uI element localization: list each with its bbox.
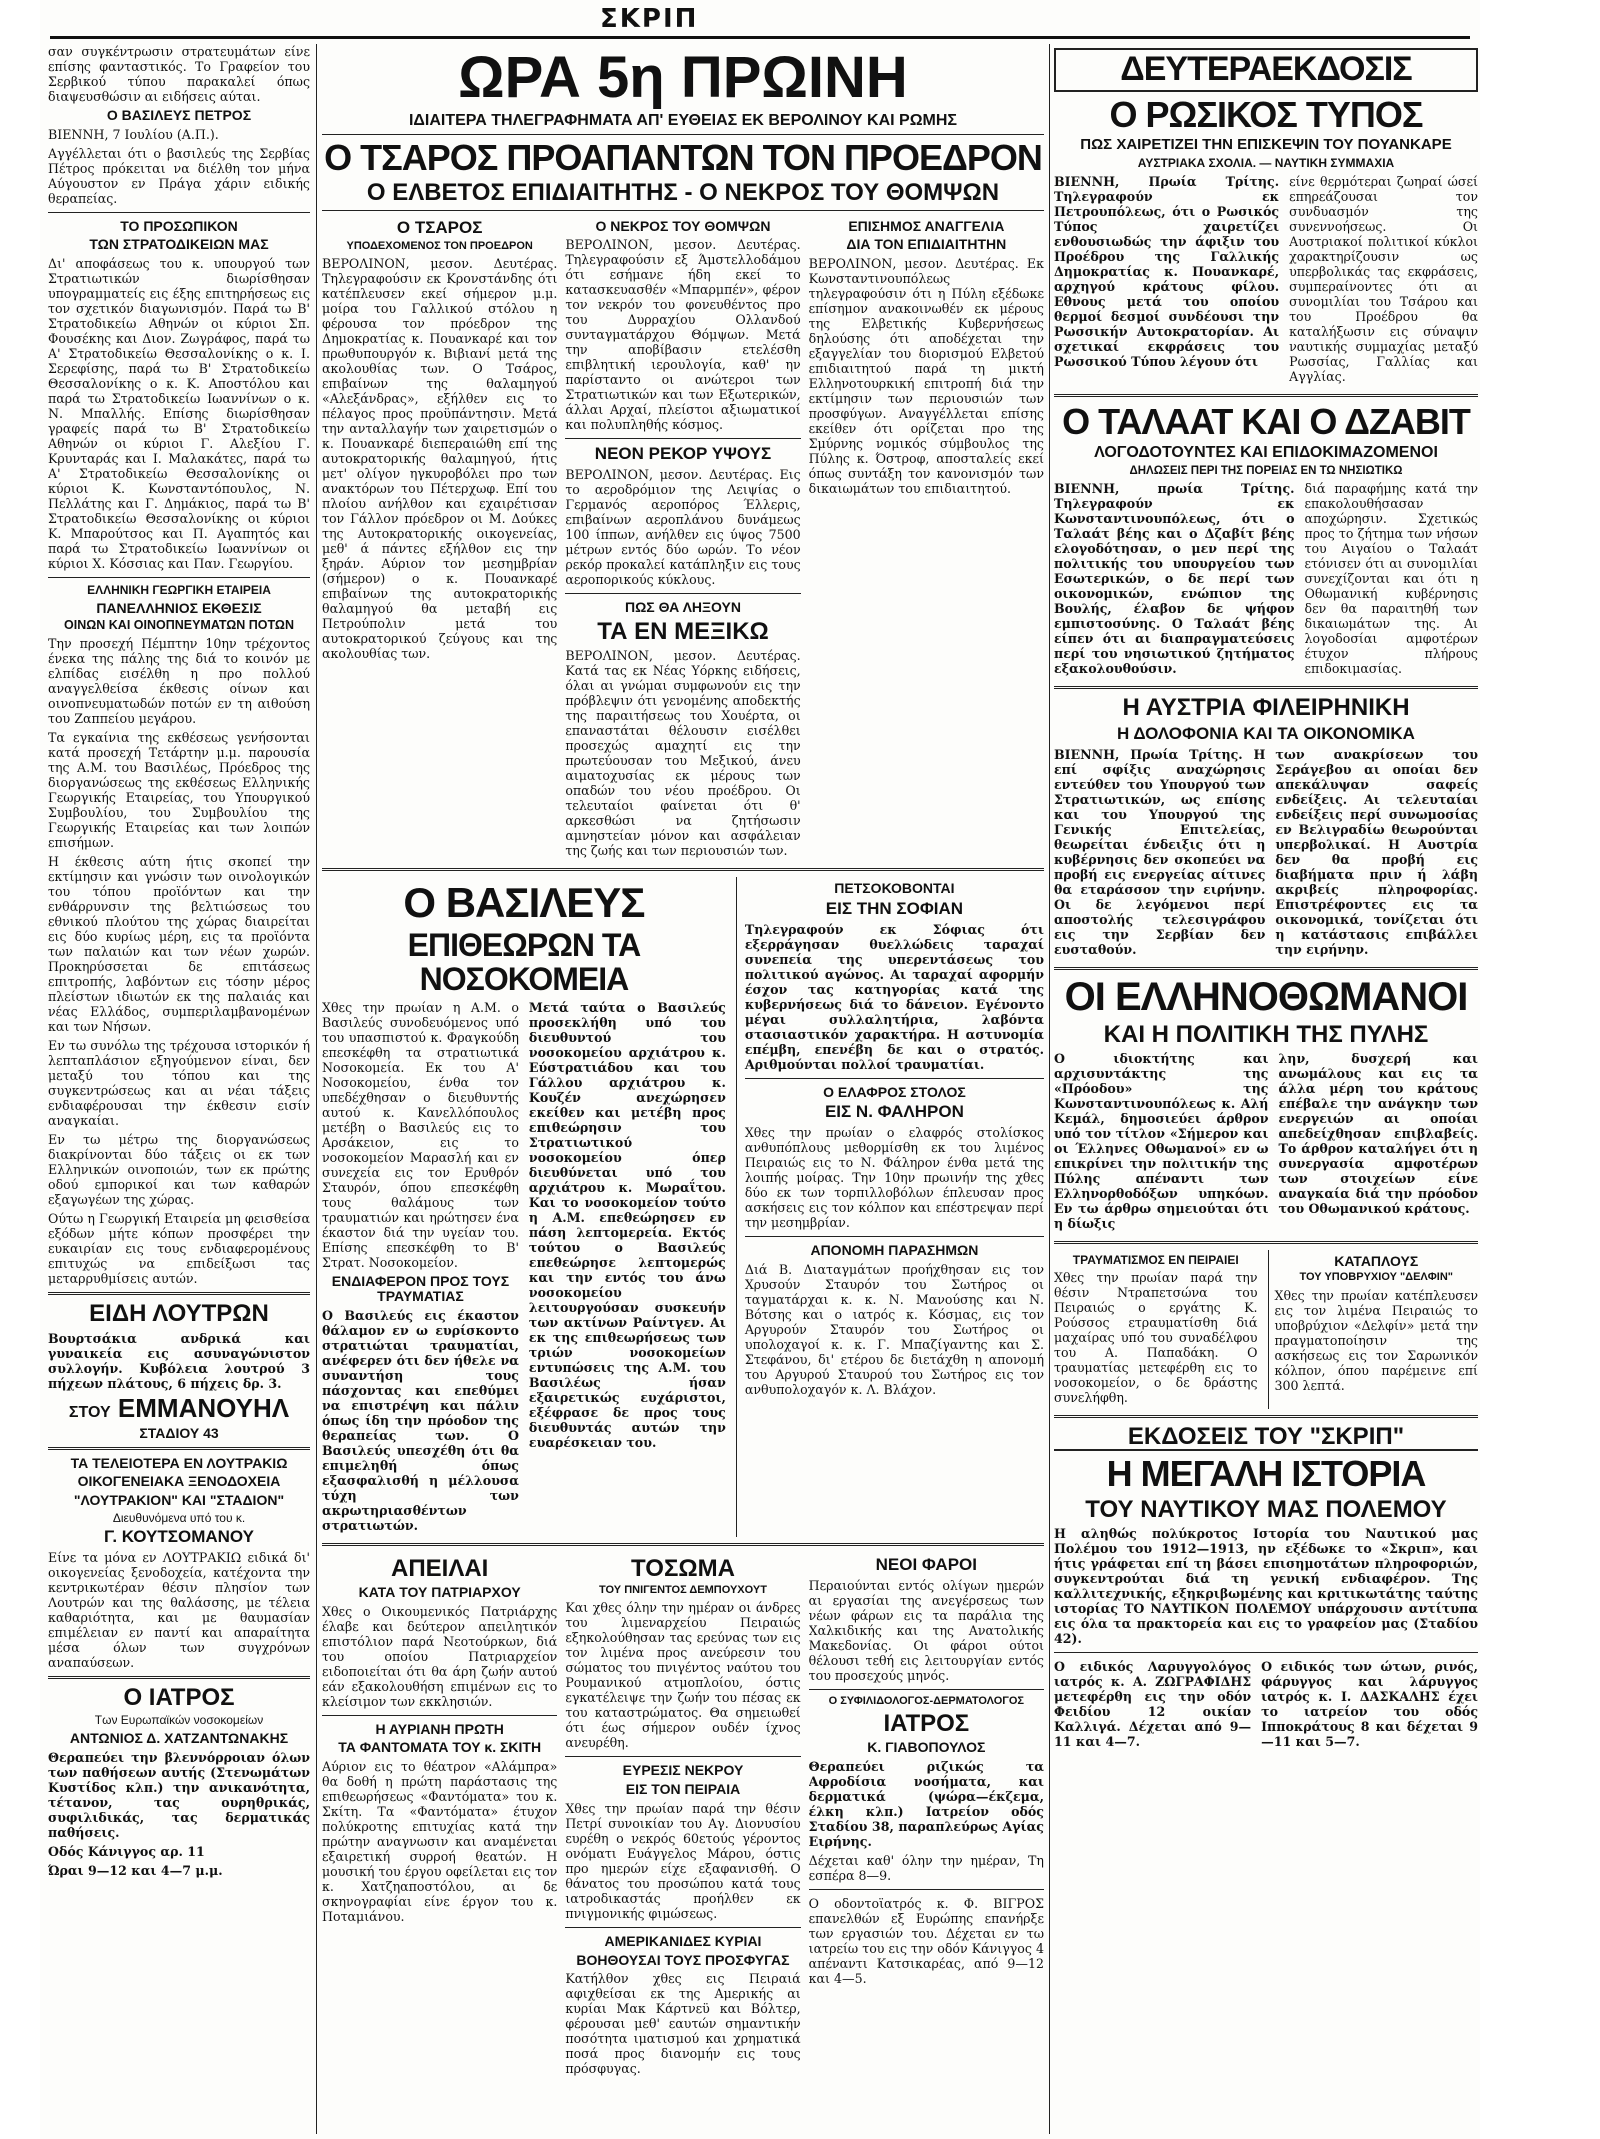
divider [809,1689,1044,1690]
subhead: ΤΡΑΥΜΑΤΙΣΜΟΣ ΕΝ ΠΕΙΡΑΙΕΙ [1072,1252,1239,1267]
story-arbitrator [809,215,1044,862]
divider [565,1927,800,1928]
subhead: ΛΟΓΟΔΟΤΟΥΝΤΕΣ ΚΑΙ ΕΠΙΔΟΚΙΜΑΖΟΜΕΝΟΙ [1094,443,1438,461]
headline-swiss: Ο ΕΛΒΕΤΟΣ ΕΠΙΔΙΑΙΤΗΤΗΣ - Ο ΝΕΚΡΟΣ ΤΟΥ ΘΟΜΨΩΝ [322,180,1044,210]
ad-venereal-text: Θεραπεύει ριζικώς τα Αφροδίσια νοσήματα, και δερματικά (ψώρα—έκζεμα, έλκη κλπ.) Ιατρείον οδός Σταδίου 38, παραπλεύρως Αγίας Ειρήνης. [808,1759,1044,1849]
story-threats [322,1552,557,2080]
subhead-2: ΤΑ ΕΝ ΜΕΞΙΚΩ [597,617,769,645]
subhead: ΕΝΔΙΑΦΕΡΟΝ ΠΡΟΣ ΤΟΥΣ ΤΡΑΥΜΑΤΙΑΣ [331,1273,510,1305]
subhead: ΕΠΙΣΗΜΟΣ ΑΝΑΓΓΕΛΙΑ [848,217,1005,234]
article-text: Τηλεγραφούν εκ Σόφιας ότι εξερράγησαν θυελλώδεις ταραχαί συνεπεία της υπερεντάσεως του πολιτικού αγώνος. Αι ταραχαί αφορμήν έσχον τας κατηγορίας κατά της κυβερνήσεως διά το δάνειον. Εγένοντο μέγαι συλλαλητήρια, λαβόντα στασιαστικόν χαρακτήρα. Η αστυνομία επέμβη, επενέβη δε και ο στρατός. Αριθμούνται πολλοί τραυματίαι. [744,921,1044,1072]
article-text: Εν τω μέτρω της διοργανώσεως διακρίνονται δύο τάξεις οι εκ των Ελληνικών οινοποιών, των εκ πρώτης οδού εμπορικοί και των καθαρών εξαγωγέων της χώρας. [48,1132,310,1208]
ad-doctor-hours: Ώραι 9—12 και 4—7 μ.μ. [48,1862,223,1878]
divider [745,1078,1044,1079]
divider [1054,394,1478,397]
divider [322,1715,557,1716]
divider [322,1543,1044,1546]
article-text: ΒΙΕΝΝΗ, πρωία Τρίτης. Τηλεγραφούν εκ Κωνσταντινουπόλεως, ότι ο Ταλαάτ βέης και ο Δζαβίτ βέης ελογοδότησαν, ο μεν περί της πολιτικής του υπουργείου των Εσωτερικών, ο δε περί των οικονομικών, ενώπιον της Βουλής, έλαβον δε ψήφον εμπιστοσύνης. Ο Ταλαάτ βέης είπεν ότι αι διαπραγματεύσεις περί του νησιωτικού ζητήματος εξακολουθούσιν. [1054,481,1295,677]
column-center [322,44,1044,2134]
article-text: Χθες την πρωίαν παρά την θέσιν Πετρί συνοικίαν του Αγ. Διονυσίου ευρέθη ο νεκρός 60ετούς γέροντος ονόματι Ευάγγελος Μάρου, όστις προ ημερών είχε εξαφανισθή. Ο θάνατος του προσώπου κατά τους ιατροδικαστάς προήλθεν εκ πνιγμονικής φιμώσεως. [565,1800,801,1921]
article-text: Ούτω η Γεωργική Εταιρεία μη φεισθείσα εξόδων μήτε κόπων προσφέρει την ευκαιρίαν εις τους ενδιαφερομένους επιτυχώς να επιδείξωσι τας μεταρρυθμίσεις αυτών. [48,1211,310,1287]
ad-loutraki-text: Είνε τα μόνα εν ΛΟΥΤΡΑΚΙΩ ειδικά δι' οικογενείας ξενοδοχεία, κατέχοντα την κεντρικωτέραν θέσιν πλησίον των Λουτρών και της θαλάσσης, με τέλεια καθαριότητα, και με θαυμασίαν επιμέλειαν εν παντί και απαραίτητα μέσα όλων των συγχρόνων αναπαύσεων. [48,1550,310,1671]
article-text: Εν τω συνόλω της τρέχουσα ιστορικόν ή λεπταπλάσιον εξηγούμενον είναι, δεν μεταξύ του τόπου και της συγκεντρώσεως και αι νέαι τάξεις ενδιαφέρουσαι την έκθεσιν εισίν αναγκαίαι. [48,1038,310,1129]
article-text: Χθες ο Οικουμενικός Πατριάρχης έλαβε και δεύτερον απειλητικόν επιστόλιον παρά Νεοτούρκων, διά του οποίου Πατριαρχείον ειδοποιείται ότι θα άρη ζωήν αυτού εάν εξακολουθήση επιμένων εις το κλείσιμον των εκκλησιών. [322,1603,558,1709]
lower-stories [322,877,1044,1537]
article-text: ΒΙΕΝΝΗ, Πρωία Τρίτης. Τηλεγραφούν εκ Πετρουπόλεως, ότι ο Ρωσικός Τύπος χαιρετίζει ενθουσιωδώς την άφιξιν του Προέδρου της Γαλλικής Δημοκρατίας κ. Πουανκαρέ, αρχηγού κράτους φίλου. Εθνους μετά του οποίου θερμοί δεσμοί συνδέουσι την Ρωσσικήν Αυτοκρατορίαν. Αι σχετικαί εκφράσεις του Ρωσσικού Τύπου λέγουν ότι [1054,173,1280,369]
subhead: ΑΠΟΝΟΜΗ ΠΑΡΑΣΗΜΩΝ [810,1242,979,1259]
subhead-2: ΕΙΣ Ν. ΦΑΛΗΡΟΝ [824,1102,964,1122]
article-text: Κατήλθον χθες εις Πειραιά αφιχθείσαι εκ της Αμερικής αι κυρίαι Μακ Κάρτνεϋ και Βόλτερ, φέρουσαι μεθ' εαυτών σημαντικήν ποσότητα ιματισμού και χρηματικά ποσά προς διανομήν εις τους πρόσφυγας. [565,1971,801,2077]
headline-history-2: ΤΟΥ ΝΑΥΤΙΚΟΥ ΜΑΣ ΠΟΛΕΜΟΥ [1085,1496,1447,1524]
divider [565,438,800,439]
article-text: Ο ιδιοκτήτης και αρχισυντάκτης της «Πρόοδου» της Κωνσταντινουπόλεως κ. Αλή Κεμάλ, δημοσιεύει άρθρον υπό τον τίτλον «Σήμερον και οι Έλληνες Οθωμανοί» εν ω επικρίνει την πολιτικήν της Πύλης απέναντι των Ελληνορθοδόξων υπηκόων. Εν τω άρθρω σημειούται ότι η δίωξις [1054,1050,1269,1231]
subhead: ΠΕΤΣΟΚΟΒΟΝΤΑΙ [834,880,955,897]
headline-king: Ο ΒΑΣΙΛΕΥΣ [403,879,645,927]
subhead: ΠΩΣ ΧΑΙΡΕΤΙΖΕΙ ΤΗΝ ΕΠΙΣΚΕΨΙΝ ΤΟΥ ΠΟΥΑΝΚΑΡΕ [1080,136,1452,154]
subhead: ΚΑΤΑ ΤΟΥ ΠΑΤΡΙΑΡΧΟΥ [358,1583,521,1600]
headline-wine: ΠΑΝΕΛΛΗΝΙΟΣ ΕΚΘΕΣΙΣ [96,599,262,616]
ad-doctor-name: ΑΝΤΩΝΙΟΣ Δ. ΧΑΤΖΑΝΤΩΝΑΚΗΣ [69,1729,289,1746]
subhead: ΚΑΤΑΠΛΟΥΣ [1334,1252,1419,1269]
subhead: ΕΥΡΕΣΙΣ ΝΕΚΡΟΥ [622,1762,744,1779]
ad-loutraki-by: Διευθυνόμενα υπό του κ. [112,1510,246,1525]
subhead-2: ΕΙΣ ΤΟΝ ΠΕΙΡΑΙΑ [625,1781,741,1798]
edition-banner: ΔΕΥΤΕΡΑΕΚΔΟΣΙΣ [1054,48,1478,92]
headline-wine-2: ΟΙΝΩΝ ΚΑΙ ΟΙΝΟΠΝΕΥΜΑΤΩΝ ΠΟΤΩΝ [64,618,294,633]
ad-venereal-title: ΙΑΤΡΟΣ [883,1710,970,1738]
story-submarine [1268,1250,1479,1410]
headline-talaat: Ο ΤΑΛΑΑΤ ΚΑΙ Ο ΔΖΑΒΙΤ [1062,400,1470,442]
subhead-2: ΤΟΥ ΥΠΟΒΡΥΧΙΟΥ "ΔΕΛΦΙΝ" [1299,1271,1453,1284]
divider [48,1447,310,1450]
story-king-hospitals [322,877,726,1537]
subhead-2: ΕΙΣ ΤΗΝ ΣΟΦΙΑΝ [825,898,964,918]
subhead: ΠΩΣ ΘΑ ΛΗΞΟΥΝ [624,599,741,616]
headline-tsar: Ο ΤΣΑΡΟΣ ΠΡΟΑΠΑΝΤΩΝ ΤΟΝ ΠΡΟΕΔΡΟΝ [324,136,1042,178]
top-rule [50,36,1470,39]
article-text: Ο Βασιλεύς εις έκαστον θάλαμον εν ω ευρίσκοντο στρατιώται τραυματίαι, ανέφερεν ότι δεν ήθελε να συναντήση τους πάσχοντας και επεθύμει να επιστρέψη και πάλιν όπως ίδη την πρόοδον της θεραπείας των. Ο Βασιλεύς υπεσχέθη ότι θα επιμεληθή όπως εξασφαλισθή η μέλλουσα τύχη των ακρωτηριασθέντων στρατιωτών. [322,1307,519,1533]
article-text: ΒΕΡΟΛΙΝΟΝ, μεσον. Δευτέρας. Εκ Κωνσταντινουπόλεως τηλεγραφούσιν ότι η Πύλη εξέδωκε επίσημον ανακοινωθέν εκ μέρους της Ελβετικής Κυβερνήσεως δηλούσης ότι αποδέχεται την εξαγγελίαν του διορισμού Ελβετού επιδιαιτητού παρά τη μικτή Ελληνοτουρκική επιτροπή διά την εκτίμησιν των περιουσιών των προσφύγων. Αναγγέλλεται επίσης εκείθεν ότι ορίζεται προ της Σμύρνης νομικός σύμβουλος της Πύλης κ. Όστροφ, αποσταλείς εκεί όπως συντάξη τον κανονισμόν των δικαιωμάτων του επιδιαιτητού. [808,256,1044,497]
subhead-2: ΔΗΛΩΣΕΙΣ ΠΕΡΙ ΤΗΣ ΠΟΡΕΙΑΣ ΕΝ ΤΩ ΝΗΣΙΩΤΙΚΩ [1129,465,1403,478]
article-text: ΒΕΡΟΛΙΝΟΝ, μεσον. Δευτέρας. Κατά τας εκ Νέας Υόρκης ειδήσεις, όλαι αι γνώμαι συμφωνούν εις την πρόβλεψιν ότι γενομένης αποδεκτής της παραιτήσεως του Χουέρτα, οι επαναστάται θέλουσιν εισέλθει προσεχώς αμαχητί εις την πρωτεύουσαν του Μεξικού, άνευ αιματοχυσίας εκ μέρους των οπαδών του νέου προέδρου. Οι τελευταίοι φαίνεται ότι θ' αρκεσθώσι να ζητήσωσιν αμνηστείαν μόνον και ασφάλειαν της ζωής και των περιουσιών των. [565,648,801,859]
ad-venereal-name: Κ. ΓΙΑΒΟΠΟΥΛΟΣ [867,1739,986,1756]
divider [48,212,310,213]
article-text: Αγγέλλεται ότι ο βασιλεύς της Σερβίας Πέτρος πρόκειται να διέλθη τον μήνα Αύγουστον εν Πράγα χάριν ειδικής θεραπείας. [48,145,310,206]
divider [1054,686,1478,689]
column-right [1054,44,1478,2134]
article-text: Χθες την πρωίαν παρά την θέσιν Ντραπετσώνα του Πειραιώς ο εργάτης Κ. Ρούσσος ετραυματίσθη διά μαχαίρας υπό του συναδέλφου του Α. Παπαδάκη. Ο τραυματίας μετεφέρθη εις το νοσοκομείον, ο δε δράστης συνελήφθη. [1054,1270,1258,1406]
headline-courts-2: ΤΩΝ ΣΤΡΑΤΟΔΙΚΕΙΩΝ ΜΑΣ [89,236,269,253]
divider [565,593,800,594]
article-text: είνε θερμότεραι ζωηραί ώσεί επηρεάζουσαι τον συνδυασμόν της συνεννοήσεως. Οι Αυστριακοί πολιτικοί κύκλοι χαρακτηρίζουσιν ως υπερβολικάς τας εκφράσεις, συμπεραίνοντες ότι αι συνομιλίαι του Τσάρου και του Προέδρου θα καταλήξωσιν εις σύναψιν ναυτικής συμμαχίας μεταξύ Ρωσσίας, Γαλλίας και Αγγλίας. [1289,173,1478,384]
article-text: Δι' αποφάσεως του κ. υπουργού των Στρατιωτικών διωρίσθησαν υπογραμματείς εις έξης επιτηρήσεως εις τον σχετικόν διαγωνισμόν. Παρά τω Β' Στρατοδικείω Αθηνών οι κύριοι Σπ. Φουσέκης και Διον. Ζωγράφος, παρά τω Α' Στρατοδικείω Θεσσαλονίκης ο κ. Ι. Σερεφίσης, παρά τω Β' Στρατοδικείω Θεσσαλονίκης ο κ. Κ. Αποστόλου και παρά τω Στρατοδικείω Ιωαννίνων ο κ. Ν. Μπαλλής. Επίσης διωρίσθησαν γραφείς παρά τω Β' Στρατοδικείω Αθηνών οι κύριοι Γ. Αλεξίου Γ. Κρυνταράς και Ι. Μαλακάτες, παρά τω Α' Στρατοδικείω Θεσσαλονίκης οι κύριοι Κ. Κωνσταντόπουλος, Ν. Πελλάτης και Γ. Δημάκιος, παρά τω Β' Στρατοδικείω Θεσσαλονίκης οι κύριοι Κ. Μπαρούτσος και Π. Αγαπητός και παρά τω Στρατοδικείω Ιωαννίνων οι κύριοι Χ. Κόσσιας και Παν. Γεωργίου. [48,256,310,572]
subhead-2: ΑΥΣΤΡΙΑΚΑ ΣΧΟΛΙΑ. — ΝΑΥΤΙΚΗ ΣΥΜΜΑΧΙΑ [1137,156,1395,171]
divider [565,1756,800,1757]
ad-venereal-hours: Δέχεται καθ' όλην την ημέραν, Τη εσπέρα 8—9. [808,1853,1044,1883]
newspaper-page [40,0,1480,2139]
subhead-2: ΒΟΗΘΟΥΣΑΙ ΤΟΥΣ ΠΡΟΣΦΥΓΑΣ [576,1951,790,1968]
column-divider [1049,44,1050,2134]
article-text: Μετά ταύτα ο Βασιλεύς προσεκλήθη υπό του διευθυντού του νοσοκομείου αρχιάτρου κ. Εύστρατιάδου και του Γάλλου αρχιάτρου κ. Κουζέν ανεχώρησεν εκείθεν και μετέβη προς επιθεώρησιν του Στρατιωτικού νοσοκομείου όπερ διευθύνεται υπό του αρχιάτρου κ. Μωραΐτου. Και το νοσοκομείον τούτο η Α.Μ. επεθεώρησεν εν πάση λεπτομερεία. Εκτός τούτου ο Βασιλεύς επεθεώρησε λεπτομερώς και την εντός του άνω νοσοκομείου λειτουργούσαν συσκευήν των ακτίνων Ραίντγεν. Αι εκ της επιθεωρήσεως των τριών νοσοκομείων εντυπώσεις της Α.Μ. του Βασιλέως ήσαν εξαιρετικώς ευχάριστοι, εξέφρασε δε προς τους διευθυντάς αυτών την ευαρέσκειαν του. [528,1000,726,1451]
ad-loutraki-title: ΤΑ ΤΕΛΕΙΟΤΕΡΑ ΕΝ ΛΟΥΤΡΑΚΙΩ [70,1454,288,1471]
headline-history: Η ΜΕΓΑΛΗ ΙΣΤΟΡΙΑ [1106,1453,1426,1495]
divider [48,1292,310,1295]
ad-baths-store [48,1392,310,1423]
subhead: ΑΜΕΡΙΚΑΝΙΔΕΣ ΚΥΡΙΑΙ [604,1932,762,1949]
article-text: ΒΕΡΟΛΙΝΟΝ, μεσον. Δευτέρας. Εις το αεροδρόμιον της Λειψίας ο Γερμανός αεροπόρος Έλλερις, επιβαίνων αεροπλάνου δυνάμεως 100 ίππων, ανήλθεν εις ύψος 7500 μέτρων εντός δύο ωρών. Το νέον ρεκόρ προκαλεί κατάπληξιν εις τους αεροπορικούς κύκλους. [565,467,801,588]
column-divider [316,44,317,2134]
dateline: ΒΙΕΝΝΗ, 7 Ιουλίου (Α.Π.). [48,126,219,142]
bottom-stories [322,1552,1044,2080]
ad-baths-store-prefix: ΣΤΟΥ [68,1403,111,1421]
divider [1054,967,1478,970]
ad-doctor-sub: Των Ευρωπαϊκών νοσοκομείων [94,1713,264,1728]
article-text: Η αληθώς πολύκροτος Ιστορία του Ναυτικού μας Πολέμου του 1912—1913, ην εξέδωκε το «Σκριπ», και ήτις γράφεται επί τη βάσει επισημοτάτων πληροφοριών, συγκεντρούται διά τη γενική ενδιαφέρον. Της καλλιτεχνικής, εξηκριβωμένης και κριτικωτάτης ταύτης ιστορίας ΤΟ ΝΑΥΤΙΚΟΝ ΠΟΛΕΜΟΥ υπάρχουσιν αντίτυπα εις όλα τα πρακτορεία και εις το γραφείον μας (Σταδίου 42). [1054,1526,1478,1647]
banner-headline: ΩΡΑ 5η ΠΡΩΙΝΗ [458,45,908,110]
article-text: λην, δυσχερή και ανωμάλους και εις τα άλλα μέρη του κράτους επέβαλε την ανάγκην των ενεργειών αι οποίαι απεδείχθησαν επιβλαβείς. Το άρθρον καταλήγει ότι η συνεργασία αμφοτέρων των στοιχείων είνε αναγκαία διά την πρόοδον του Οθωμανικού κράτους. [1278,1050,1478,1216]
subhead: Ο ΝΕΚΡΟΣ ΤΟΥ ΘΟΜΨΩΝ [595,217,771,234]
subhead: Η ΑΥΡΙΑΝΗ ΠΡΩΤΗ [375,1720,504,1737]
headline-shot: ΤΟΣΩΜΑ [631,1554,735,1582]
ad-doctor-text: Θεραπεύει την βλεννόρροιαν όλων των παθήσεων αυτής (Στενωμάτων Κυστίδος κλπ.) την ανικανότητα, τέτανον, τας ουρηθρικάς, συφιλιδικάς, τας δερματικάς παθήσεις. [48,1749,310,1840]
headline-austria: Η ΑΥΣΤΡΙΑ ΦΙΛΕΙΡΗΝΙΚΗ [1122,694,1410,722]
story-injury [1054,1250,1258,1410]
ad-loutraki-title-2: ΟΙΚΟΓΕΝΕΙΑΚΑ ΞΕΝΟΔΟΧΕΙΑ [77,1473,281,1490]
headline-ottomans-2: ΚΑΙ Η ΠΟΛΙΤΙΚΗ ΤΗΣ ΠΥΛΗΣ [1103,1020,1429,1048]
banner-subheadline: ΙΔΙΑΙΤΕΡΑ ΤΗΛΕΓΡΑΦΗΜΑΤΑ ΑΠ' ΕΥΘΕΙΑΣ ΕΚ ΒΕΡΟΛΙΝΟΥ ΚΑΙ ΡΩΜΗΣ [322,113,1044,135]
headline-russia: Ο ΡΩΣΙΚΟΣ ΤΥΠΟΣ [1109,93,1423,135]
ad-loutraki-title-3: "ΛΟΥΤΡΑΚΙΟΝ" ΚΑΙ "ΣΤΑΔΙΟΝ" [73,1492,285,1509]
article-text: Χθες την πρωίαν ο ελαφρός στολίσκος ανθυπόπλους μεθορμίσθη εκ του λιμένος Πειραιώς εις το Ν. Φάληρον ένθα μετά της λοιπής μοίρας. Την 10ην πρωινήν της χθες δύο εκ των τορπιλλοβόλων έπλευσαν προς ασκήσεις εις τον κόλπον και επέστρεψαν περί την μεσημβρίαν. [744,1125,1044,1231]
article-text: ΒΕΡΟΛΙΝΟΝ, μεσον. Δευτέρας. Τηλεγραφούσιν εκ Κρονστάνδης ότι κατέπλευσεν εκεί σήμερον μ.μ. μοίρα του Γαλλικού στόλου η φέρουσα τον πρόεδρον της Δημοκρατίας κ. Πουανκαρέ και τον πρωθυπουργόν κ. Βιβιανί μετά της ακολουθίας των. Ο Τσάρος, επιβαίνων της θαλαμηγού «Αλεξάνδρας», εξήλθεν εις το πέλαγος προς προϋπάντησιν. Μετά την ανταλλαγήν των χαιρετισμών ο κ. Πουανκαρέ διεπεραιώθη επί της αυτοκρατορικής θαλαμηγού, ήτις μετ' ολίγον ηγκυροβόλει προ των ανακτόρων του Πέτερχωφ. Επί του πλοίου ανήλθον και εχαιρέτισαν τον Γάλλον πρόεδρον οι Μ. Δούκες της Αυτοκρατορικής οικογενείας, μεθ' ά πάντες εξήλθον εις την ξηράν. Αύριον τον μεσημβρίαν (σήμερον) ο κ. Πουανκαρέ επιβαίνων της αυτοκρατορικής θαλαμηγού θα μεταβή εις Πετρούπολιν μετά του αυτοκρατορικού ζεύγους και της ακολουθίας των. [322,256,558,662]
wire-stories [322,215,1044,862]
subhead: ΝΕΟΝ ΡΕΚΟΡ ΥΨΟΥΣ [594,444,772,464]
divider [1054,1241,1478,1244]
article-text: Αύριον εις το θέατρον «Αλάμπρα» θα δοθή η πρώτη παράστασις της επιθεωρήσεως «Φαντόματα» του κ. Σκίτη. Τα «Φαντόματα» έτυχον πολύκροτης επιτυχίας κατά την πρώτην αναγνωσιν και αναμένεται εξαιρετική συρροή θεατών. Η μουσική του έργου οφείλεται εις τον κ. Χατζηαποστόλου, αι δε σκηνογραφίαι είνε έργον του κ. Ποταμιάνου. [322,1758,558,1924]
column-left [48,44,310,2134]
subhead: Ο ΕΛΑΦΡΟΣ ΣΤΟΛΟΣ [823,1083,966,1100]
ad-doctor-title: Ο ΙΑΤΡΟΣ [123,1684,235,1712]
subhead: ΝΕΟΙ ΦΑΡΟΙ [875,1554,977,1574]
divider [809,1889,1044,1890]
article-text: Και χθες όλην την ημέραν οι άνδρες του λιμεναρχείου Πειραιώς εξηκολούθησαν τας ερεύνας των εις τον λιμένα προς ανεύρεσιν του σώματος του πνιγέντος ναύτου του Ρουμανικού ατμοπλοίου, όστις εγκατέλειψε την ζωήν του πέσας εκ του καταστρώματος. Θα σημειωθεί ότι έως σήμερον ουδέν ίχνος ανευρέθη. [565,1600,801,1751]
story-lights [809,1552,1044,2080]
article-intro: σαν συγκέντρωσιν στρατευμάτων είνε επίσης φανταστικός. Το Γραφείον του Σερβικού τύπου παρακαλεί όπως διαψευσθώσιν αι ειδήσεις αύται. [48,44,310,104]
article-text: Χθες την πρωίαν κατέπλευσεν εις τον λιμένα Πειραιώς το υποβρύχιον «Δελφίν» μετά την πραγματοποίησιν της ασκήσεως εις τον Σαρωνικόν κόλπον, όπου παρέμεινε επί 300 λεπτά. [1274,1287,1478,1393]
article-text: Διά Β. Διαταγμάτων προήχθησαν εις τον Χρυσούν Σταυρόν του Σωτήρος οι ταγματάρχαι κ. κ. Ν. Μανούσης και Ν. Βότσης και ο ιατρός κ. Κόσμας, εις τον Αργυρούν Σταυρόν του Σωτήρος οι υπολοχαγοί κ. κ. Γ. Μπαζίγαντης και Σ. Στεφάνου, δι' ετέρου δε διετάχθη η απονομή του Αργυρού Σταυρού του Σωτήρος εις τον ανθυπολοχαγόν κ. Λ. Βλάχον. [744,1261,1044,1397]
divider [1054,1652,1478,1653]
article-text: Η έκθεσις αύτη ήτις σκοπεί την εκτίμησιν και γνώσιν των οινολογικών του τόπου προϊόντων και την ενθάρρυνσιν της βελτιώσεως του εθνικού πλούτου της χώρας διαιρείται εις δύο κυρίως μέρη, εις τα προϊόντα των παλαιών και των νέων χωρών. Προκηρύσσεται δε επιτάσεως επιτροπής, λαβόντων εις τόσην μέρος πλείστων ιδιωτών εκ της παλαιάς και νέας Ελλάδος, συμπεριλαμβανομένων και των Νήσων. [48,854,310,1035]
headline-editions: ΕΚΔΟΣΕΙΣ ΤΟΥ "ΣΚΡΙΠ" [1054,1424,1478,1451]
ad-baths-address: ΣΤΑΔΙΟΥ 43 [139,1424,219,1441]
article-text: ΒΙΕΝΝΗ, Πρωία Τρίτης. Η επί σφίξις αναχώρησις εντεύθεν του Υπουργού των Στρατιωτικών, ως επίσης και του Υπουργού της Γενικής Επιτελείας, θεωρείται ένδειξις ότι η κυβέρνησις δεν σκοπεύει να προβή εις ενεργείας αίτινες θα εταράσσον την ειρήνην. Οι δε λεγόμενοι περί αποστολής τελεσιγράφου εις την Σερβίαν δεν ευσταθούν. [1054,746,1266,957]
subhead: Ο ΤΣΑΡΟΣ [396,217,483,237]
headline-king-2: ΕΠΙΘΕΩΡΩΝ ΤΑ ΝΟΣΟΚΟΜΕΙΑ [407,927,641,997]
article-text: διά παραφήμης κατά την επακολουθήσασαν αποχώρησιν. Σχετικώς προς το ζήτημα των νήσων του Αιγαίου ο Ταλαάτ ετόνισεν ότι αι συνομιλίαι συνεχίζονται και ότι η Οθωμανική κυβέρνησις δεν θα παραιτηθή των δικαιωμάτων της. Αι λογοδοσίαι αμφοτέρων έτυχον πλήρους επιδοκιμασίας. [1304,481,1478,677]
subhead: Η ΔΟΛΟΦΟΝΙΑ ΚΑΙ ΤΑ ΟΙΚΟΝΟΜΙΚΑ [1117,723,1415,743]
headline-courts: ΤΟ ΠΡΟΣΩΠΙΚΟΝ [120,217,238,234]
ad-venereal-sub: Ο ΣΥΦΙΛΙΔΟΛΟΓΟΣ-ΔΕΡΜΑΤΟΛΟΓΟΣ [828,1694,1025,1707]
ad-baths-title: ΕΙΔΗ ΛΟΥΤΡΩΝ [89,1300,269,1328]
subhead: ΤΟΥ ΠΝΙΓΕΝΤΟΣ ΔΕΜΠΟΥΧΟΥΤ [599,1583,767,1596]
ad-doctor-address: Οδός Κάνιγγος αρ. 11 [48,1843,205,1859]
article-text: Τα εγκαίνια της εκθέσεως γενήσονται κατά προσεχή Τετάρτην μ.μ. παρουσία της Α.Μ. του Βασιλέως, Πρόεδρος της διοργανώσεως της εκθέσεως Ελληνικής Γεωργικής Εταιρείας, του Υπουργικού Συμβουλίου, του Συμβουλίου της Γεωργικής Εταιρείας και των λοιπών επισήμων. [48,730,310,851]
ad-laryngologist: Ο ειδικός Λαρυγγολόγος ιατρός κ. Α. ΖΩΓΡΑΦΙΔΗΣ μετεφέρθη εις την οδόν Φειδίου 12 οικίαν Καλλιγά. Δέχεται από 9—11 και 4—7. [1054,1659,1252,1750]
article-text: Την προσεχή Πέμπτην 10ην τρέχοντος ένεκα της πάλης της διά το κοινόν με ελπίδας εισέλθη η προ πολλού αναγγελθείσα έκθεσις οίνων και οινοπνευματωδών ποτών εν τη αιθούση του Ζαππείου μεγάρου. [48,636,310,727]
divider [48,577,310,578]
divider [745,1236,1044,1237]
ad-vigros-text: Ο οδοντοϊατρός κ. Φ. ΒΙΓΡΟΣ επανελθών εξ Ευρώπης επανήρξε των εργασιών του. Δέχεται εν τω ιατρείω του εις την οδόν Κάνιγγος 4 απέναντι Κατσικαρέας, από 9—12 και 4—5. [808,1896,1044,1986]
society-name: ΕΛΛΗΝΙΚΗ ΓΕΩΡΓΙΚΗ ΕΤΑΙΡΕΙΑ [87,583,271,598]
story-sofia [736,877,1044,1537]
story-tsar [322,215,557,862]
divider [322,868,1044,871]
headline-king-peter: Ο ΒΑΣΙΛΕΥΣ ΠΕΤΡΟΣ [106,107,252,123]
article-text: των ανακρίσεων του Σεράγεβου αι οποίαι δεν απεκάλυψαν σαφείς ενδείξεις. Αι τελευταίαι ενδείξεις περί συνωμοσίας εν Βελιγραδίω θεωρούνται υπερβολικαί. Η Αυστρία δεν θα προβή εις διαβήματα πριν ή λάβη ακριβείς πληροφορίας. Επιστρέφοντες εις τα οικονομικά, τονίζεται ότι η κατάστασις επιβάλλει την ειρήνην. [1275,746,1478,957]
ad-baths-text: Βουρτσάκια ανδρικά και γυναικεία εις ασυναγώνιστον συλλογήν. Κυβόλεια λουτρού 3 πήχεων πλάτους, 6 πήχεις δρ. 3. [48,1330,310,1391]
masthead: ΣΚΡΙΠ [600,4,699,34]
subhead-2: ΤΑ ΦΑΝΤΟΜΑΤΑ ΤΟΥ κ. ΣΚΙΤΗ [338,1739,542,1756]
article-text: ΒΕΡΟΛΙΝΟΝ, μεσον. Δευτέρας. Τηλεγραφούσιν εξ Άμστελλοδάμου ότι εσήμανε ήδη εκεί το κατασκευασθέν «Μπαρμπέν», φέρον τον νεκρόν του φονευθέντος προ του Δυρραχίου Ολλανδού συνταγματάρχου Θόμψων. Μετά την αποβίβασιν ετελέσθη επιβλητική ιερουλογία, καθ' ην παρίσταντο οι ανώτεροι των Στρατιωτικών και των Εξωτερικών, άλλαι Αρχαί, πλείστοι αξιωματικοί και πολυπληθής κόσμος. [565,237,801,433]
divider [48,1676,310,1679]
ad-loutraki-name: Γ. ΚΟΥΤΣΟΜΑΝΟΥ [104,1527,254,1547]
ad-baths-store-name: ΕΜΜΑΝΟΥΗΛ [117,1392,290,1423]
story-shot [565,1552,800,2080]
headline-threats: ΑΠΕΙΛΑΙ [390,1554,489,1582]
story-thompson [565,215,800,862]
article-text: Περαιούνται εντός ολίγων ημερών αι εργασίαι της ανεγέρσεως των νέων φάρων εις τα παράλια της Χαλκιδικής και της Ανατολικής Μακεδονίας. Οι φάροι ούτοι θέλουσι τεθή εις λειτουργίαν εντός του προσεχούς μηνός. [808,1577,1044,1683]
headline-ottomans: ΟΙ ΕΛΛΗΝΟΘΩΜΑΝΟΙ [1064,974,1468,1019]
subhead-2: ΥΠΟΔΕΧΟΜΕΝΟΣ ΤΟΝ ΠΡΟΕΔΡΟΝ [346,239,533,252]
article-text: Χθες την πρωίαν η Α.Μ. ο Βασιλεύς συνοδευόμενος υπό του υπασπιστού κ. Φραγκούδη επεσκέφθη τα στρατιωτικά Νοσοκομεία. Εκ του Α' Νοσοκομείου, ένθα τον υπεδέχθησαν ο διευθυντής αυτού κ. Κανελλόπουλος μετέβη ο Βασιλεύς εις το Αρσάκειον, εις το νοσοκομείον Μαρασλή και εν συνεχεία εις τον Ερυθρόν Σταυρόν, όπου επεσκέφθη τους θαλάμους των τραυματιών και ηρώτησεν ένα έκαστον διά την υγείαν του. Επίσης επεσκέφθη το Β' Στρατ. Νοσοκομείον. [322,1000,519,1271]
subhead-2: ΔΙΑ ΤΟΝ ΕΠΙΔΙΑΙΤΗΤΗΝ [846,236,1007,253]
divider [1054,1415,1478,1418]
ad-ent-doctor: Ο ειδικός των ώτων, ρινός, φάρυγγος και λάρυγγος ιατρός κ. Ι. ΔΑΣΚΑΛΗΣ έχει το ιατρείον του οδός Ιπποκράτους 8 και δέχεται 9—11 και 5—7. [1261,1659,1478,1750]
